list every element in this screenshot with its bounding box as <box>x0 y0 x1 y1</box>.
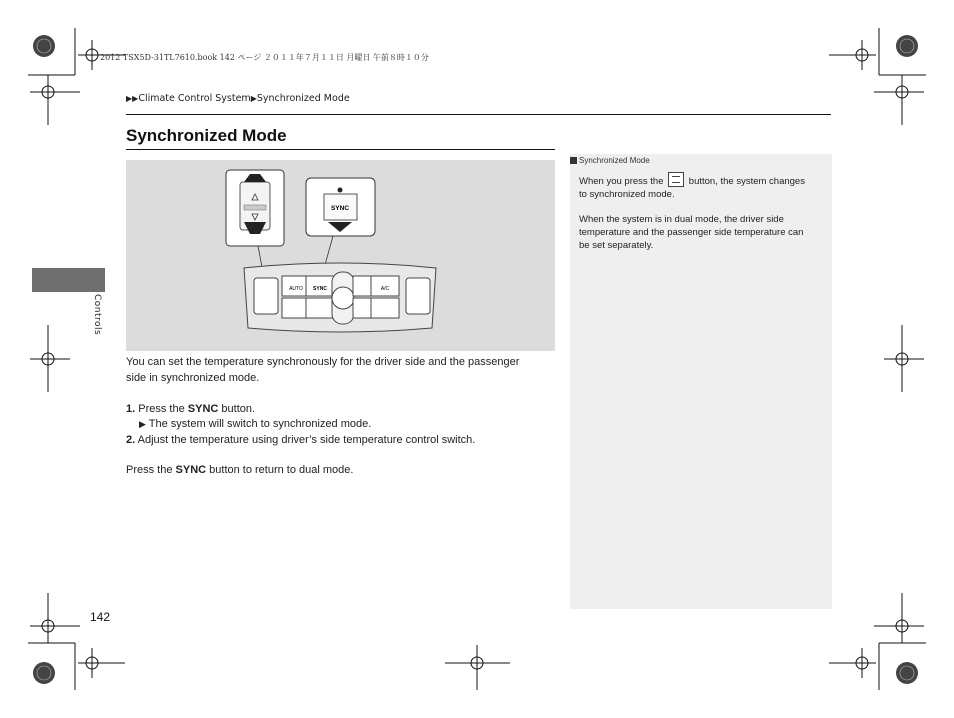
climate-control-illustration <box>126 160 555 351</box>
section-tab-label: Controls <box>92 294 102 336</box>
title-rule <box>126 149 555 150</box>
auto-button-label: AUTO <box>289 286 303 292</box>
file-header: 2012 TSX5D-31TL7610.book 142 ページ ２０１１年７月１１日 月曜日 午前８時１０分 <box>100 53 429 62</box>
intro-line-1: You can set the temperature synchronously for the driver side and the passenger <box>126 356 520 368</box>
step-1-result-text: The system will switch to synchronized mode. <box>148 418 372 430</box>
breadcrumb-arrow-icon: ▶ <box>250 94 257 103</box>
step-1-post: button. <box>218 403 256 415</box>
return-pre: Press the <box>126 464 176 476</box>
intro-line-2: side in synchronized mode. <box>126 372 260 384</box>
note-p1-post: button, the system changes <box>686 176 805 187</box>
return-sync: SYNC <box>175 464 207 476</box>
note-icon <box>570 157 577 164</box>
climate-panel-drawing <box>126 160 555 351</box>
note-p1-pre: When you press the <box>579 176 667 187</box>
step-1-sync: SYNC <box>187 403 219 415</box>
step-1 <box>126 402 255 417</box>
step-2-text: Adjust the temperature using driver’s side temperature control switch. <box>137 434 476 446</box>
note-p2-line3: be set separately. <box>579 240 654 251</box>
sync-callout-label: SYNC <box>330 205 350 212</box>
ac-button-label: A/C <box>380 286 390 292</box>
section-tab <box>32 268 105 292</box>
page-number: 142 <box>90 610 111 624</box>
breadcrumb-item-climate[interactable]: Climate Control System <box>138 93 251 104</box>
sync-button-icon <box>668 172 684 187</box>
note-heading-text: Synchronized Mode <box>579 156 650 165</box>
step-2 <box>126 433 475 448</box>
page-title: Synchronized Mode <box>126 126 287 145</box>
note-p1-line2: to synchronized mode. <box>579 189 675 200</box>
step-2-number: 2. <box>126 434 136 446</box>
step-1-result <box>139 417 371 432</box>
return-post: button to return to dual mode. <box>206 464 354 476</box>
breadcrumb-item-sync[interactable]: Synchronized Mode <box>256 93 350 104</box>
breadcrumb-arrow-icon: ▶▶ <box>126 94 139 103</box>
note-paragraph-2 <box>579 213 829 252</box>
breadcrumb <box>126 93 350 104</box>
sync-button-label: SYNC <box>313 286 327 292</box>
header-rule <box>126 114 831 115</box>
note-paragraph-1 <box>579 172 829 201</box>
step-1-pre: Press the <box>138 403 188 415</box>
result-arrow-icon: ▶ <box>139 419 146 429</box>
note-p2-line1: When the system is in dual mode, the driver side <box>579 214 784 225</box>
step-1-number: 1. <box>126 403 136 415</box>
return-instruction <box>126 463 353 478</box>
note-heading <box>570 156 650 165</box>
note-p2-line2: temperature and the passenger side temperature can <box>579 227 804 238</box>
